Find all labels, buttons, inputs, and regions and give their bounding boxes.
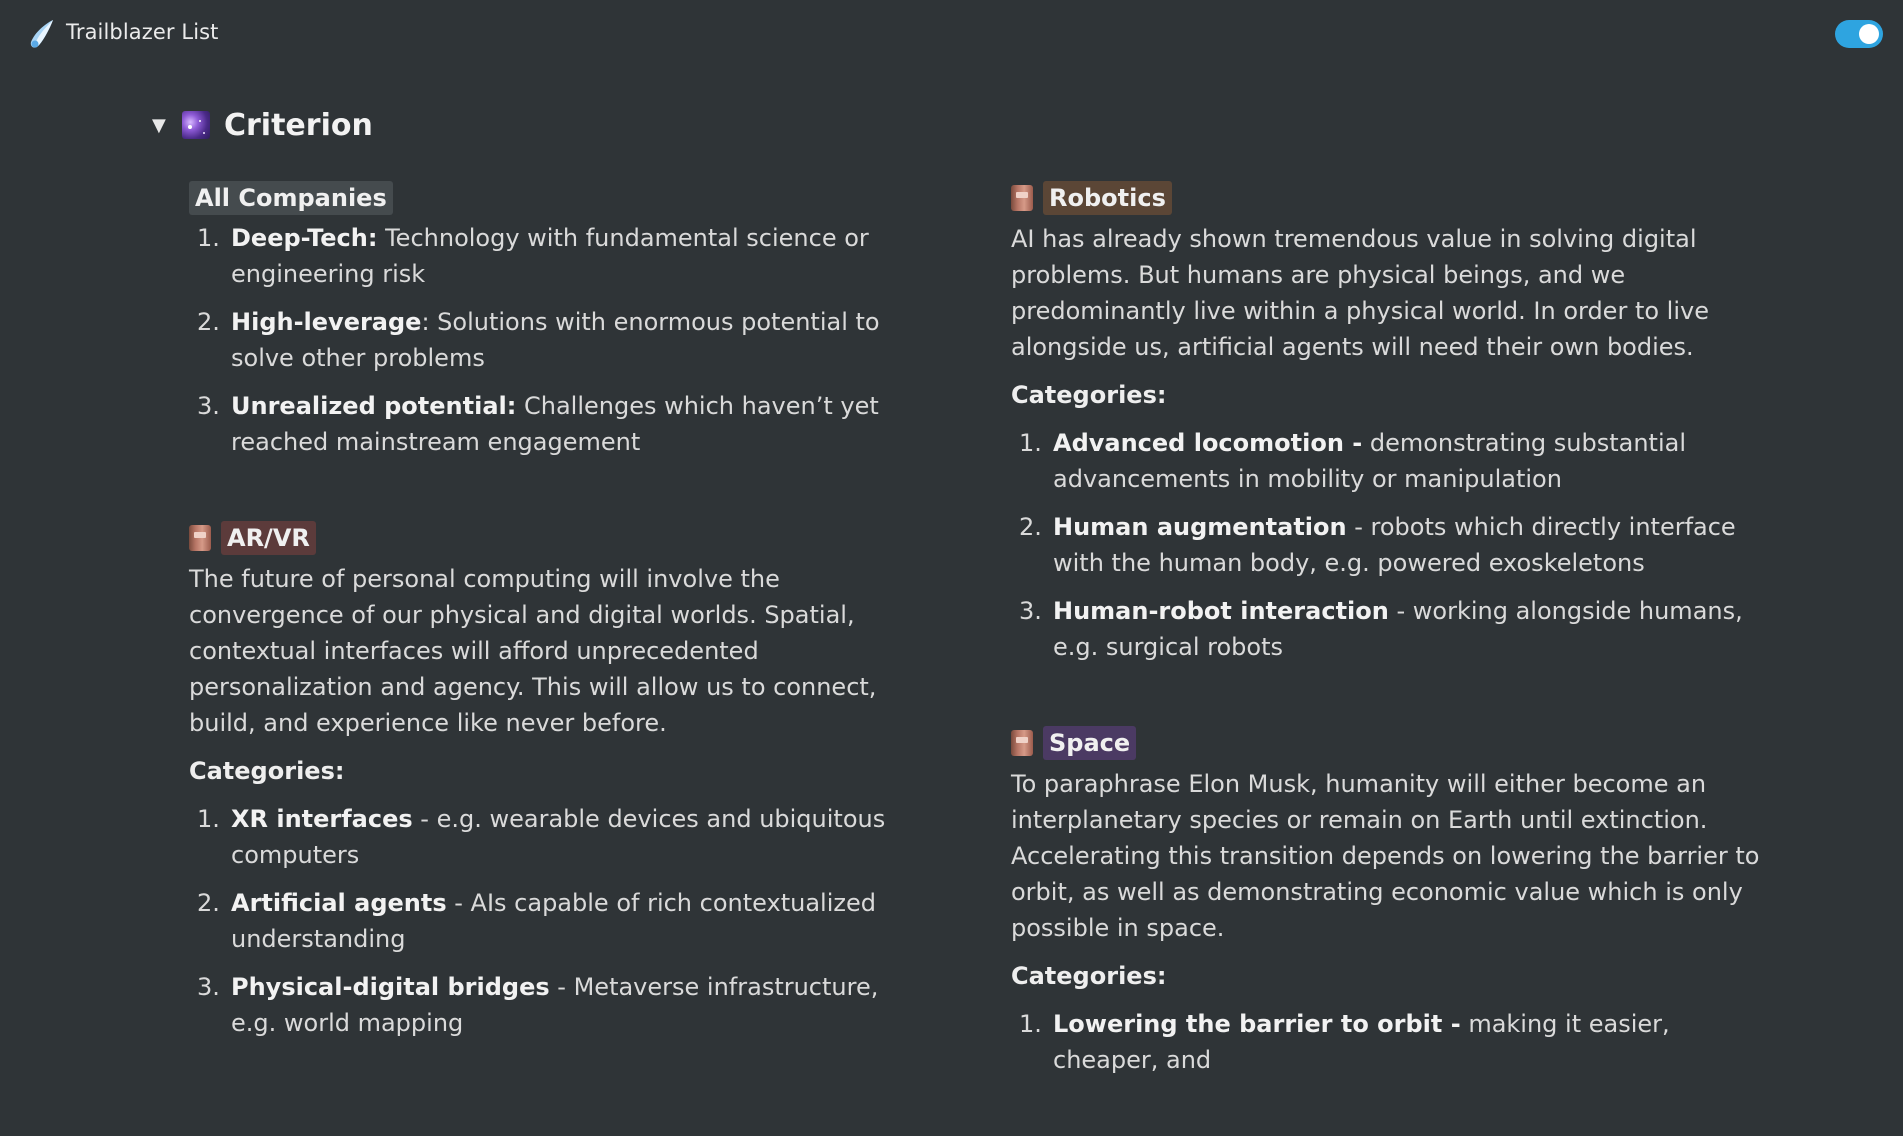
top-bar (0, 0, 1903, 66)
arvr-categories-heading: Categories: (189, 757, 345, 785)
list-item: 2. Human augmentation - robots which directly interface with the human body, e.g. powered exoskeletons (1019, 513, 1736, 577)
list-item: 1. Advanced locomotion - demonstrating substantial advancements in mobility or manipulation (1019, 429, 1687, 493)
comet-logo-icon (27, 18, 55, 50)
list-item: 3. Unrealized potential: Challenges which haven’t yet reached mainstream engagement (197, 392, 879, 456)
list-item: 1. Lowering the barrier to orbit - making it easier, cheaper, and (1019, 1010, 1670, 1074)
all-companies-section (189, 178, 929, 460)
all-companies-tag: All Companies (189, 181, 393, 215)
space-label (1011, 726, 1136, 760)
robotics-categories-list (1011, 425, 1771, 665)
book-icon (1011, 730, 1033, 756)
list-item: 3. Human-robot interaction - working alongside humans, e.g. surgical robots (1019, 597, 1743, 661)
arvr-tag: AR/VR (221, 521, 316, 555)
space-categories-list (1011, 1006, 1771, 1078)
criterion-heading[interactable] (152, 104, 373, 146)
theme-toggle[interactable] (1835, 20, 1883, 48)
robotics-tag: Robotics (1043, 181, 1172, 215)
left-column (189, 178, 929, 1099)
list-item: 3. Physical-digital bridges - Metaverse infrastructure, e.g. world mapping (197, 973, 879, 1037)
robotics-label (1011, 181, 1172, 215)
robotics-categories-heading: Categories: (1011, 381, 1167, 409)
robotics-description: AI has already shown tremendous value in solving digital problems. But humans are physical beings, and we predominantly live within a physical world. In order to live alongside us, artificial agents will need their own bodies. (1011, 225, 1709, 361)
robotics-section (1011, 178, 1771, 665)
galaxy-icon (182, 111, 210, 139)
arvr-description: The future of personal computing will involve the convergence of our physical and digital worlds. Spatial, contextual interfaces will afford unprecedented personalization and agency. This will allow us to connect, build, and experience like never before. (189, 565, 877, 737)
collapse-triangle-icon[interactable]: ▼ (152, 114, 166, 136)
book-icon (189, 525, 211, 551)
space-section (1011, 723, 1771, 1078)
all-companies-list (189, 220, 929, 460)
space-categories-heading: Categories: (1011, 962, 1167, 990)
arvr-section (189, 518, 929, 1041)
app-title: Trailblazer List (66, 20, 219, 44)
list-item: 1. XR interfaces - e.g. wearable devices and ubiquitous computers (197, 805, 886, 869)
all-companies-label (189, 181, 393, 215)
list-item: 2. Artificial agents - AIs capable of rich contextualized understanding (197, 889, 876, 953)
book-icon (1011, 185, 1033, 211)
space-tag: Space (1043, 726, 1136, 760)
arvr-categories-list (189, 801, 929, 1041)
toggle-knob (1859, 24, 1879, 44)
list-item: 2. High-leverage: Solutions with enormous potential to solve other problems (197, 308, 880, 372)
arvr-label (189, 521, 316, 555)
space-description: To paraphrase Elon Musk, humanity will either become an interplanetary species or remain on Earth until extinction. Accelerating this transition depends on lowering the barrier to orbit, as well as demonstrating economic value which is only possible in space. (1011, 770, 1760, 942)
list-item: 1. Deep-Tech: Technology with fundamental science or engineering risk (197, 224, 869, 288)
criterion-title: Criterion (224, 107, 373, 143)
right-column (1011, 178, 1771, 1136)
